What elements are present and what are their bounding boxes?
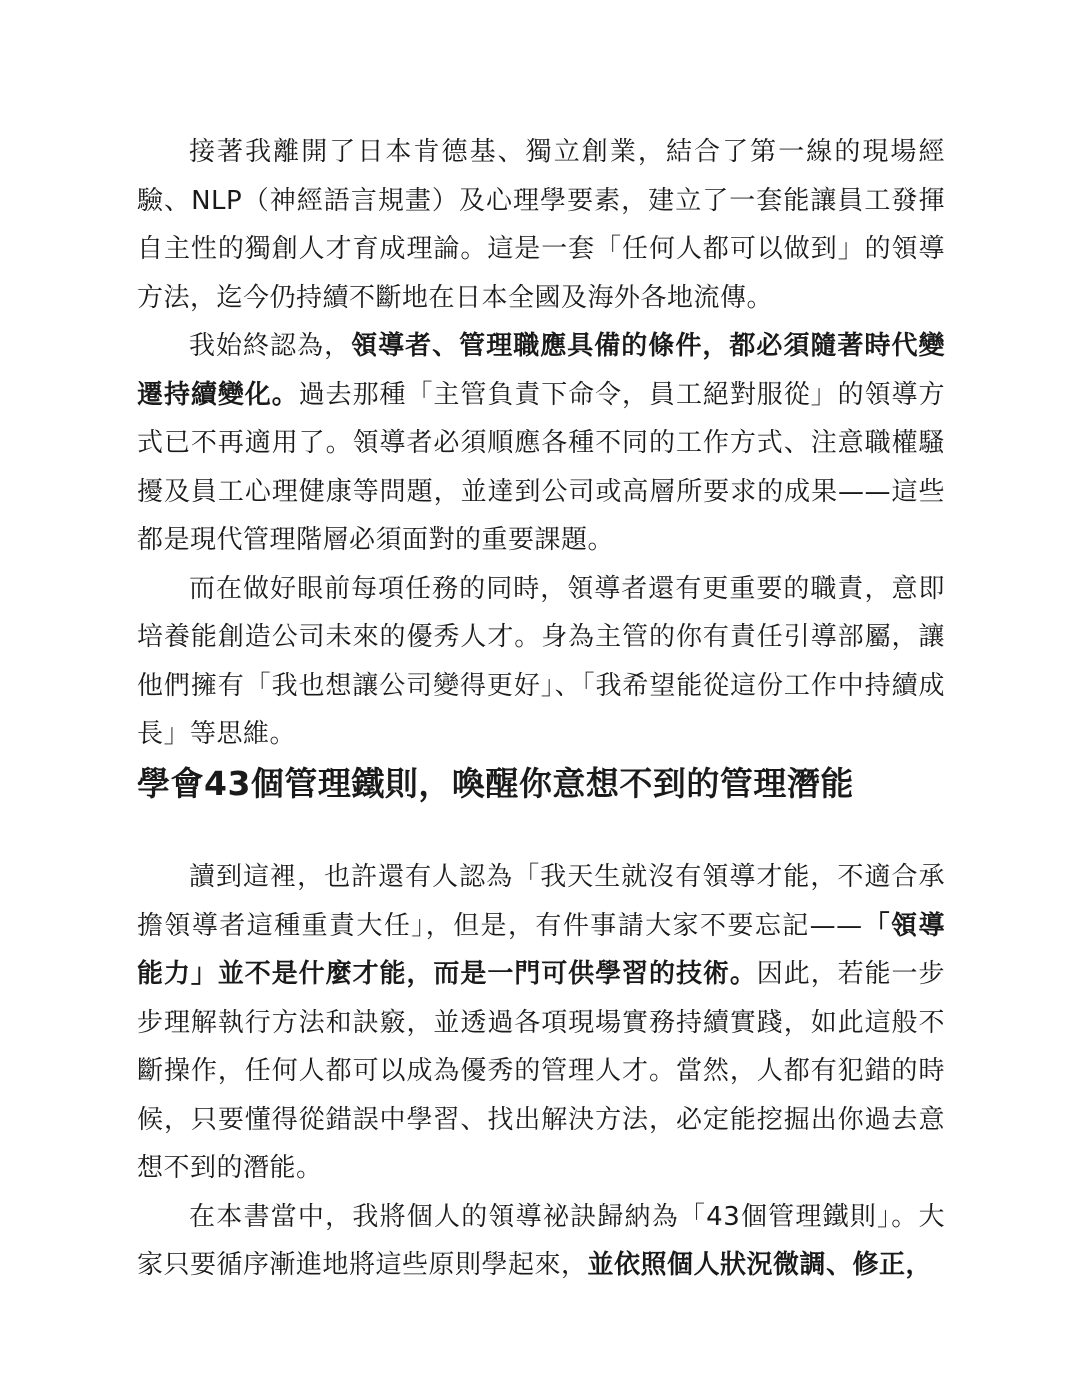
opening-section [137,128,945,759]
emphasis-leadership-skill: 「領導能力」並不是什麼才能，而是一門可供學習的技術。 [137,910,945,989]
paragraph-leadership-skill-rest: 因此，若能一步步理解執行方法和訣竅，並透過各項現場實務持續實踐，如此這般不斷操作，任何人都可以成為優秀的管理人才。當然，人都有犯錯的時候，只要懂得從錯誤中學習、找出解決方法，必定能挖掘出你過去意想不到的潛能。 [137,959,945,1183]
rules-section [137,853,945,1290]
paragraph-develop-talent [137,565,945,759]
paragraph-43-rules-lead: 在本書當中，我將個人的領導祕訣歸納為「43個管理鐵則」。大家只要循序漸進地將這些原則學起來， [137,1201,945,1280]
paragraph-leadership-change [137,322,945,565]
paragraph-leadership-skill [137,853,945,1193]
paragraph-founding [137,128,945,322]
section-heading-wrap [137,760,945,808]
section-heading: 學會43個管理鐵則，喚醒你意想不到的管理潛能 [137,764,854,803]
paragraph-leadership-change-lead: 我始終認為， [189,331,352,361]
paragraph-43-rules [137,1193,945,1290]
emphasis-adjust: 並依照個人狀況微調、修正， [587,1250,933,1280]
emphasis-leadership-change: 領導者、管理職應具備的條件，都必須隨著時代變遷持續變化。 [137,331,945,410]
paragraph-founding-text: 接著我離開了日本肯德基、獨立創業，結合了第一線的現場經驗、NLP（神經語言規畫）及心理學要素，建立了一套能讓員工發揮自主性的獨創人才育成理論。這是一套「任何人都可以做到」的領導方法，迄今仍持續不斷地在日本全國及海外各地流傳。 [137,137,945,313]
paragraph-develop-talent-text: 而在做好眼前每項任務的同時，領導者還有更重要的職責，意即培養能創造公司未來的優秀人才。身為主管的你有責任引導部屬，讓他們擁有「我也想讓公司變得更好」、「我希望能從這份工作中持續成長」等思維。 [137,573,945,749]
paragraph-leadership-skill-lead: 讀到這裡，也許還有人認為「我天生就沒有領導才能，不適合承擔領導者這種重責大任」，但是，有件事請大家不要忘記—— [137,862,945,941]
paragraph-leadership-change-rest: 過去那種「主管負責下命令，員工絕對服從」的領導方式已不再適用了。領導者必須順應各種不同的工作方式、注意職權騷擾及員工心理健康等問題，並達到公司或高層所要求的成果——這些都是現代管理階層必須面對的重要課題。 [137,379,945,555]
